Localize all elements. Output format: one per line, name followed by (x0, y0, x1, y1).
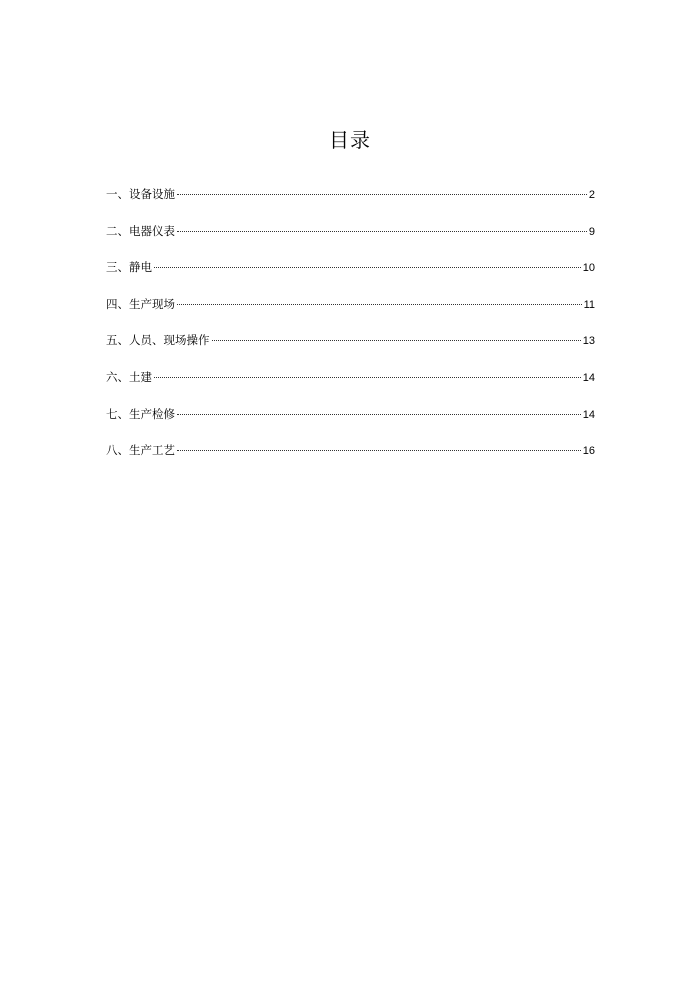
toc-entry[interactable] (106, 405, 595, 442)
toc-entry-page: 14 (582, 408, 595, 421)
toc-dot-leader (177, 304, 582, 305)
toc-entry-page: 2 (588, 189, 595, 201)
toc-entry-page: 10 (582, 262, 595, 275)
toc-entry-page: 16 (582, 445, 595, 458)
toc-entry-page: 9 (588, 225, 595, 238)
toc-entry[interactable] (106, 441, 595, 478)
toc-dot-leader (154, 267, 581, 268)
toc-entry-page: 11 (583, 298, 595, 311)
toc-entry-label: 八、生产工艺 (106, 443, 175, 458)
toc-entry-label: 五、人员、现场操作 (106, 333, 210, 348)
toc-entry-label: 三、静电 (106, 260, 152, 275)
toc-dot-leader (212, 340, 581, 341)
toc-entry-label: 六、土建 (106, 369, 152, 384)
toc-entry[interactable] (106, 331, 595, 368)
toc-title: 目录 (329, 128, 371, 152)
toc-entry-label: 七、生产检修 (106, 406, 175, 421)
toc-entry[interactable] (106, 258, 595, 295)
toc-entry[interactable] (106, 222, 595, 259)
toc-entry[interactable] (106, 295, 595, 332)
toc-entry[interactable] (106, 185, 595, 222)
toc-dot-leader (177, 450, 581, 451)
toc-entry-label: 四、生产现场 (106, 296, 175, 311)
toc-entry-page: 13 (582, 335, 595, 348)
toc-entry-label: 二、电器仪表 (106, 223, 175, 238)
toc-dot-leader (177, 414, 581, 415)
toc-entry-page: 14 (582, 371, 595, 384)
toc-list (106, 185, 595, 478)
toc-dot-leader (177, 194, 587, 195)
toc-entry[interactable] (106, 368, 595, 405)
toc-dot-leader (154, 377, 581, 378)
toc-dot-leader (177, 231, 587, 232)
toc-entry-label: 一、设备设施 (106, 187, 175, 201)
